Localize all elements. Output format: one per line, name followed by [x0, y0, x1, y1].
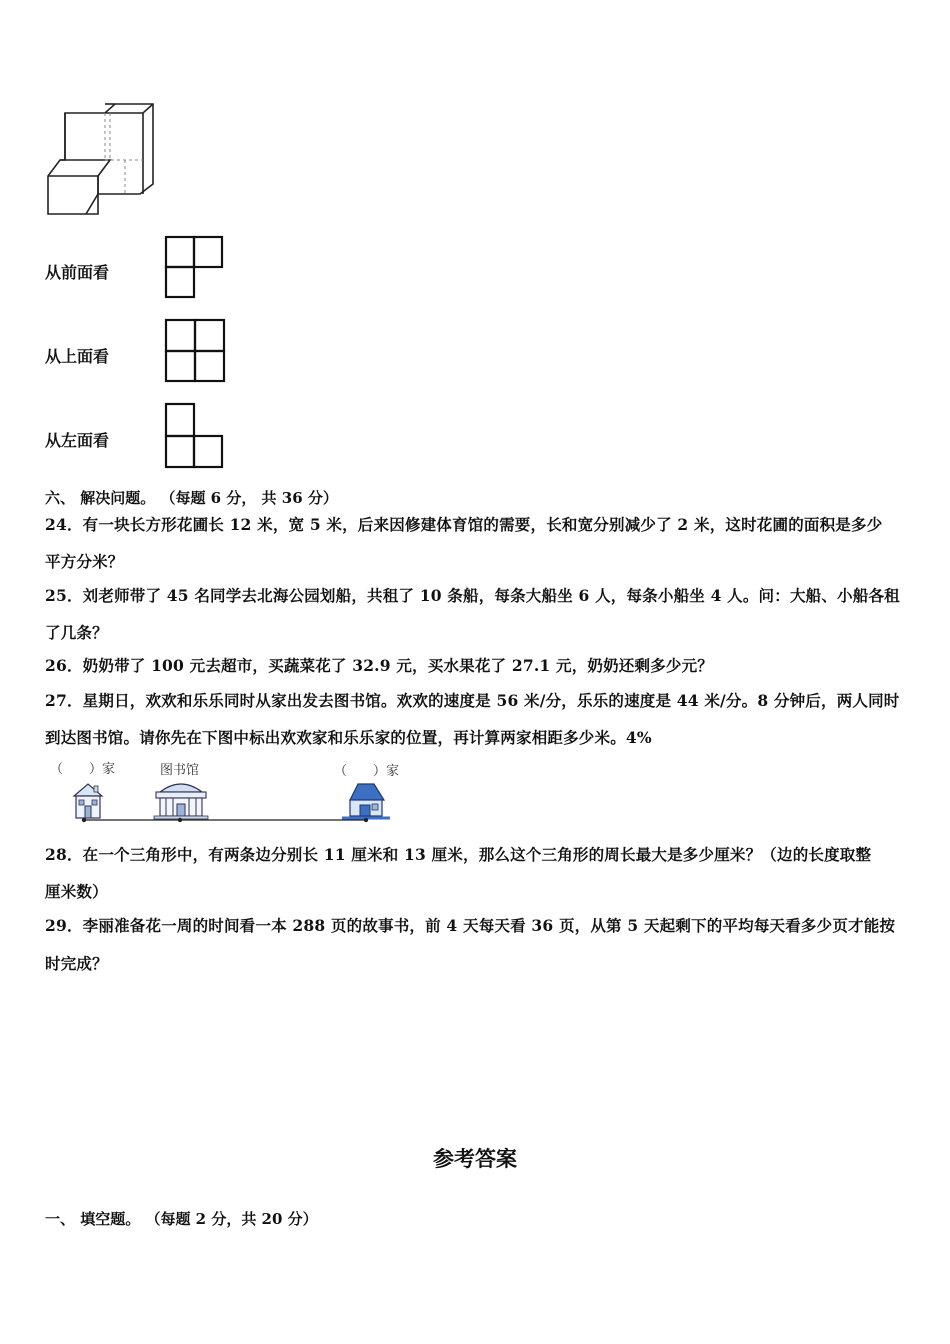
front-view-label: 从前面看 — [45, 263, 110, 282]
question-25-line-2: 了几条？ — [45, 623, 108, 642]
solid-figure — [40, 98, 160, 218]
left-view-label: 从左面看 — [45, 431, 110, 450]
top-view-label: 从上面看 — [45, 347, 110, 366]
left-view-grid — [164, 402, 226, 470]
house-right-icon — [340, 780, 392, 820]
question-26-line-1: 26．奶奶带了 100 元去超市，买蔬菜花了 32.9 元，买水果花了 27.1 元，奶奶还剩多少元？ — [45, 656, 714, 675]
house-left-icon — [70, 780, 106, 820]
question-29-line-1: 29．李丽准备花一周的时间看一本 288 页的故事书，前 4 天每天看 36 页，从第 5 天起剩下的平均每天看多少页才能按 — [45, 916, 896, 935]
distance-line — [80, 816, 372, 824]
question-27-line-1: 27．星期日，欢欢和乐乐同时从家出发去图书馆。欢欢的速度是 56 米/分，乐乐的速度是 44 米/分。8 分钟后，两人同时 — [45, 691, 900, 710]
section-6-heading: 六、 解决问题。 （每题 6 分， 共 36 分） — [45, 489, 338, 507]
question-28-line-2: 厘米数） — [45, 882, 108, 901]
library-label: 图书馆 — [160, 763, 200, 778]
question-25-line-1: 25．刘老师带了 45 名同学去北海公园划船，共租了 10 条船，每条大船坐 6 人，每条小船坐 4 人。问：大船、小船各租 — [45, 586, 900, 605]
question-24-line-2: 平方分米？ — [45, 552, 124, 571]
question-27-line-2: 到达图书馆。请你先在下图中标出欢欢家和乐乐家的位置，再计算两家相距多少米。4% — [45, 728, 652, 747]
left-home-label: （ ）家 — [50, 762, 116, 777]
question-24-line-1: 24．有一块长方形花圃长 12 米，宽 5 米，后来因修建体育馆的需要，长和宽分别减少了 2 米，这时花圃的面积是多少 — [45, 515, 883, 534]
answers-title: 参考答案 — [433, 1146, 517, 1171]
question-28-line-1: 28．在一个三角形中，有两条边分别长 11 厘米和 13 厘米，那么这个三角形的周长最大是多少厘米？（边的长度取整 — [45, 845, 872, 864]
library-building-icon — [152, 776, 210, 820]
front-view-grid — [164, 235, 226, 301]
question-29-line-2: 时完成？ — [45, 954, 108, 973]
answers-section-1-heading: 一、 填空题。 （每题 2 分，共 20 分） — [45, 1210, 318, 1228]
top-view-grid — [164, 318, 228, 384]
right-home-label: （ ）家 — [334, 764, 400, 779]
